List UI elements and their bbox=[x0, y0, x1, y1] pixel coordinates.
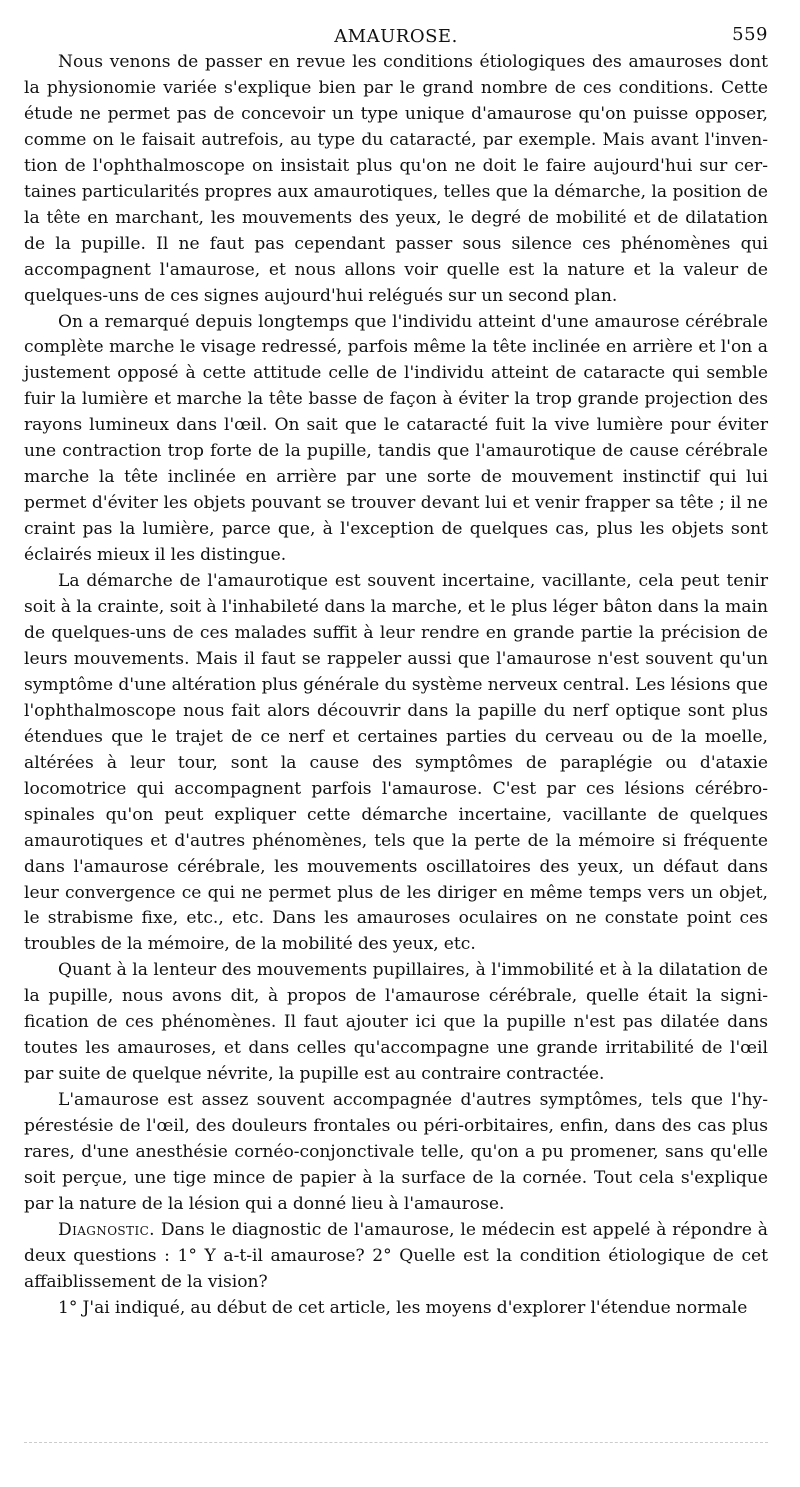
body-text bbox=[24, 50, 768, 1322]
paragraph-pupil: Quant à la lenteur des mouvements pupillaires, à l'immobilité et à la dilatation de la pupille, nous avons dit, à propos de l'amaurose cérébrale, quelle était la signification de ces phénomènes. Il faut ajouter ici que la pupille n'est pas dilatée dans toutes les amauroses, et dans celles qu'accompagne une grande irritabilité de l'œil par suite de quelque névrite, la pupille est au contraire contractée. bbox=[24, 960, 768, 1085]
paragraph-symptoms: L'amaurose est assez souvent accompagnée d'autres symptômes, tels que l'hypérestésie de l'œil, des douleurs frontales ou péri-orbitaires, enfin, dans des cas plus rares, d'une anesthésie cornéo-conjonctivale telle, qu'on a pu promener, sans qu'elle soit perçue, une tige mince de papier à la surface de la cornée. Tout cela s'explique par la nature de la lésion qui a donné lieu à l'amaurose. bbox=[24, 1090, 768, 1214]
footer-rule bbox=[24, 1442, 768, 1443]
diagnostic-text: Dans le diagnostic de l'amaurose, le médecin est appelé à répondre à deux questions : 1° Y a-t-il amaurose? 2° Quelle est la condition étiologique de cet affaiblissement de la vision? bbox=[24, 1219, 768, 1292]
paragraph-gait: La démarche de l'amaurotique est souvent incertaine, vacillante, cela peut tenir soit à la crainte, soit à l'inhabileté dans la marche, et le plus léger bâton dans la main de quelques-uns de ces malades suffit à leur rendre en grande partie la précision de leurs mouvements. Mais il faut se rappeler aussi que l'amaurose n'est souvent qu'un symptôme d'une altération plus générale du système nerveux central. Les lésions que l'ophthalmoscope nous fait alors découvrir dans la papille du nerf optique sont plus étendues que le trajet de ce nerf et certaines parties du cerveau ou de la moelle, altérées à leur tour, sont la cause des symptômes de paraplégie ou d'ataxie locomotrice qui accompagnent parfois l'amaurose. C'est par ces lésions cérébrospinales qu'on peut expliquer cette démarche incertaine, vacillante de quelques amaurotiques et d'autres phénomènes, tels que la perte de la mémoire si fréquente dans l'amaurose cérébrale, les mouvements oscillatoires des yeux, un défaut dans leur convergence ce qui ne permet plus de les diriger en même temps vers un objet, le strabisme fixe, etc., etc. Dans les amauroses oculaires on ne constate point ces troubles de la mémoire, de la mobilité des yeux, etc. bbox=[24, 571, 768, 955]
paragraph-conditions: Nous venons de passer en revue les conditions étiologiques des amauroses dont la physionomie variée s'explique bien par le grand nombre de ces conditions. Cette étude ne permet pas de concevoir un type unique d'amaurose qu'on puisse opposer, comme on le faisait autrefois, au type du cataracté, par exemple. Mais avant l'invention de l'ophthalmoscope on insistait plus qu'on ne doit le faire aujourd'hui sur certaines particularités propres aux amaurotiques, telles que la démarche, la position de la tête en marchant, les mouvements des yeux, le degré de mobilité et de dilatation de la pupille. Il ne faut pas cependant passer sous silence ces phénomènes qui accompagnent l'amaurose, et nous allons voir quelle est la nature et la valeur de quelques-uns de ces signes aujourd'hui relégués sur un second plan. bbox=[24, 52, 768, 306]
paragraph-diagnostic bbox=[24, 1218, 768, 1296]
diagnostic-heading: Diagnostic. bbox=[58, 1219, 156, 1240]
running-title: AMAUROSE. bbox=[334, 26, 458, 47]
paragraph-last: 1° J'ai indiqué, au début de cet article, les moyens d'explorer l'étendue normale bbox=[58, 1297, 748, 1318]
page-number: 559 bbox=[732, 24, 768, 45]
paragraph-posture: On a remarqué depuis longtemps que l'individu atteint d'une amaurose cérébrale complète marche le visage redressé, parfois même la tête inclinée en arrière et l'on a justement opposé à cette attitude celle de l'individu atteint de cataracte qui semble fuir la lumière et marche la tête basse de façon à éviter la trop grande projection des rayons lumineux dans l'œil. On sait que le cataracté fuit la vive lumière pour éviter une contraction trop forte de la pupille, tandis que l'amaurotique de cause cérébrale marche la tête inclinée en arrière par une sorte de mouvement instinctif qui lui permet d'éviter les objets pouvant se trouver devant lui et venir frapper sa tête ; il ne craint pas la lumière, parce que, à l'exception de quelques cas, plus les objets sont éclairés mieux il les distingue. bbox=[24, 311, 768, 566]
page-header bbox=[24, 20, 768, 50]
